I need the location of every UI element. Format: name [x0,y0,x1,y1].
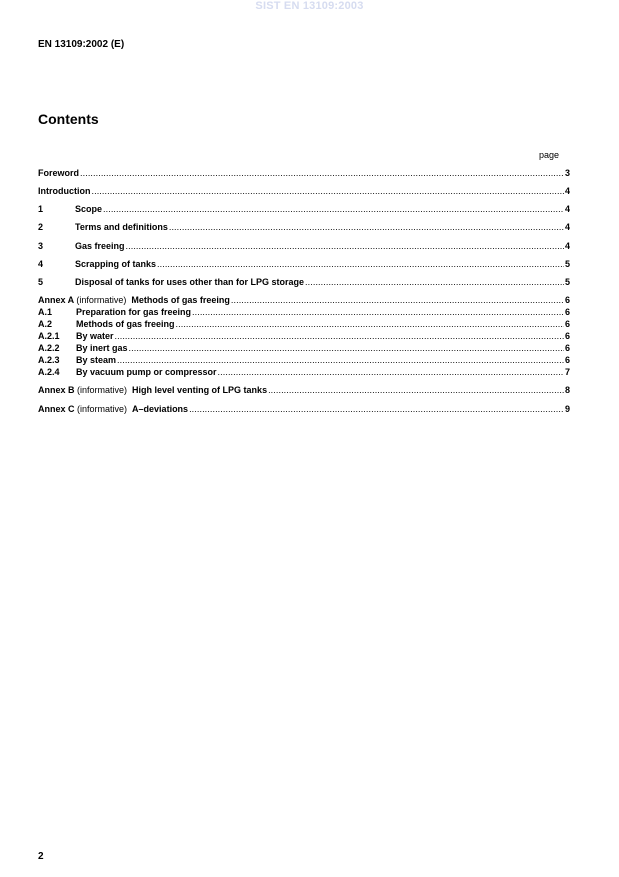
toc-entry-page: 6 [564,295,570,305]
toc-entry-page: 6 [564,307,570,317]
toc-entry-annex-c[interactable] [38,403,570,415]
dot-leader [80,168,564,179]
toc-entry-a2-3[interactable] [38,354,570,366]
page-column-label: page [539,150,560,160]
toc-entry-page: 6 [564,343,570,353]
toc-entry-page: 3 [564,168,570,178]
dot-leader [169,222,564,233]
toc-entry-a2-1[interactable] [38,330,570,342]
toc-entry-title: High level venting of LPG tanks [132,385,268,395]
toc-entry-introduction[interactable] [38,185,570,197]
toc-entry-number: 5 [38,277,44,287]
annex-qualifier: (informative) [77,404,128,414]
annex-label [38,404,127,415]
dot-leader [157,259,564,270]
dot-leader [189,404,564,415]
dot-leader [192,307,564,318]
toc-entry-number: A.2.2 [38,343,60,353]
toc-entry-page: 7 [564,367,570,377]
toc-entry-a2[interactable] [38,318,570,330]
toc-entry-title: Introduction [38,186,91,196]
toc-entry-title: A–deviations [132,404,189,414]
toc-entry-title: Disposal of tanks for uses other than for LPG storage [75,277,305,287]
dot-leader [129,343,564,354]
annex-designation: Annex A [38,295,74,305]
annex-designation: Annex B [38,385,75,395]
toc-entry-page: 6 [564,319,570,329]
annex-label [38,295,126,306]
toc-entry-title: Terms and definitions [75,222,168,232]
toc-entry-annex-a[interactable] [38,294,570,306]
dot-leader [103,204,564,215]
toc-entry-foreword[interactable] [38,167,570,179]
toc-entry-a2-4[interactable] [38,366,570,378]
dot-leader [268,385,564,396]
toc-entry-page: 4 [564,241,570,251]
annex-qualifier: (informative) [77,385,128,395]
annex-designation: Annex C [38,404,75,414]
dot-leader [231,295,564,306]
toc-entry-number: 1 [38,204,44,214]
toc-entry-title: By vacuum pump or compressor [76,367,217,377]
toc-entry-page: 8 [564,385,570,395]
toc-entry-a2-2[interactable] [38,342,570,354]
document-identifier: EN 13109:2002 (E) [38,39,125,50]
toc-entry-page: 5 [564,277,570,287]
toc-entry-number: A.2.1 [38,331,60,341]
toc-entry-title: By steam [76,355,117,365]
toc-entry-page: 4 [564,186,570,196]
dot-leader [176,319,564,330]
annex-label [38,385,127,396]
toc-entry-disposal-of-tanks[interactable] [38,276,570,288]
dot-leader [92,186,564,197]
page-title: Contents [38,111,99,127]
toc-entry-title: Methods of gas freeing [76,319,175,329]
toc-entry-number: A.2.3 [38,355,60,365]
dot-leader [218,367,564,378]
dot-leader [305,277,564,288]
toc-entry-number: A.2.4 [38,367,60,377]
toc-entry-page: 4 [564,222,570,232]
toc-entry-title: By inert gas [76,343,128,353]
toc-entry-scrapping-of-tanks[interactable] [38,258,570,270]
toc-entry-title: Foreword [38,168,80,178]
toc-entry-title: Scrapping of tanks [75,259,157,269]
toc-entry-a1[interactable] [38,306,570,318]
watermark: SIST EN 13109:2003 [255,0,364,12]
toc-entry-number: A.1 [38,307,53,317]
toc-entry-number: 2 [38,222,44,232]
page-number: 2 [38,851,44,862]
annex-qualifier: (informative) [76,295,127,305]
toc-entry-page: 6 [564,331,570,341]
toc-entry-gas-freeing[interactable] [38,240,570,252]
dot-leader [126,241,564,252]
toc-entry-page: 4 [564,204,570,214]
toc-entry-title: Preparation for gas freeing [76,307,192,317]
dot-leader [115,331,564,342]
toc-entry-number: A.2 [38,319,53,329]
toc-entry-title: Gas freeing [75,241,125,251]
toc-entry-number: 3 [38,241,44,251]
toc-entry-page: 9 [564,404,570,414]
dot-leader [117,355,564,366]
toc-entry-scope[interactable] [38,203,570,215]
toc-entry-annex-b[interactable] [38,384,570,396]
toc-entry-page: 6 [564,355,570,365]
toc-entry-title: By water [76,331,114,341]
toc-entry-terms-and-definitions[interactable] [38,221,570,233]
toc-entry-page: 5 [564,259,570,269]
toc-entry-title: Methods of gas freeing [131,295,230,305]
toc-entry-title: Scope [75,204,103,214]
toc-entry-number: 4 [38,259,44,269]
